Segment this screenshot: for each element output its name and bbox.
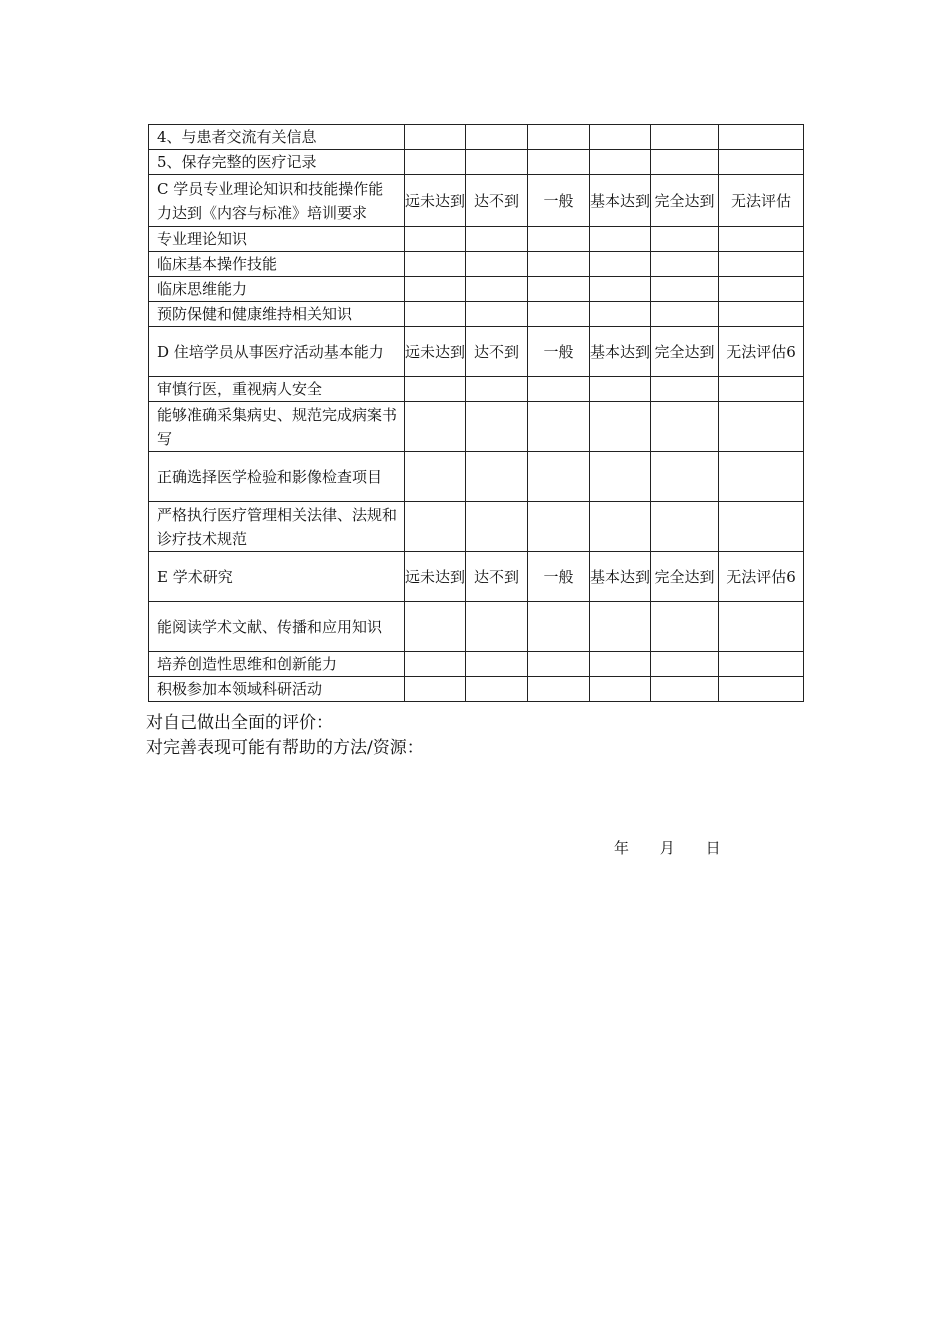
section-title: C 学员专业理论知识和技能操作能力达到《内容与标准》培训要求	[149, 175, 405, 227]
rating-cell[interactable]	[466, 652, 528, 677]
table-row	[149, 502, 804, 552]
rating-option-header: 无法评估6	[719, 552, 804, 602]
rating-option-header: 无法评估	[719, 175, 804, 227]
rating-cell[interactable]	[590, 602, 651, 652]
criterion-label: 严格执行医疗管理相关法律、法规和诊疗技术规范	[149, 502, 405, 552]
rating-cell[interactable]	[590, 277, 651, 302]
table-row	[149, 227, 804, 252]
criterion-label: 5、保存完整的医疗记录	[149, 150, 405, 175]
rating-cell[interactable]	[719, 277, 804, 302]
rating-option-header: 一般	[528, 175, 590, 227]
rating-cell[interactable]	[528, 677, 590, 702]
rating-cell[interactable]	[590, 150, 651, 175]
rating-cell[interactable]	[590, 502, 651, 552]
rating-cell[interactable]	[466, 602, 528, 652]
table-row	[149, 302, 804, 327]
rating-option-header: 基本达到	[590, 327, 651, 377]
rating-cell[interactable]	[651, 652, 719, 677]
table-row	[149, 602, 804, 652]
rating-cell[interactable]	[719, 252, 804, 277]
rating-cell[interactable]	[719, 502, 804, 552]
criterion-label: 正确选择医学检验和影像检查项目	[149, 452, 405, 502]
rating-cell[interactable]	[405, 302, 466, 327]
rating-cell[interactable]	[466, 125, 528, 150]
rating-cell[interactable]	[528, 377, 590, 402]
table-row	[149, 125, 804, 150]
date-month: 月	[659, 839, 675, 857]
date-day: 日	[705, 839, 721, 857]
rating-cell[interactable]	[590, 652, 651, 677]
rating-cell[interactable]	[466, 150, 528, 175]
rating-cell[interactable]	[528, 125, 590, 150]
rating-cell[interactable]	[405, 150, 466, 175]
rating-option-header: 达不到	[466, 327, 528, 377]
rating-cell[interactable]	[405, 602, 466, 652]
rating-cell[interactable]	[466, 502, 528, 552]
section-header-row	[149, 327, 804, 377]
rating-cell[interactable]	[651, 402, 719, 452]
rating-option-header: 达不到	[466, 552, 528, 602]
rating-cell[interactable]	[405, 402, 466, 452]
rating-cell[interactable]	[719, 125, 804, 150]
rating-cell[interactable]	[528, 652, 590, 677]
rating-option-header: 远未达到	[405, 175, 466, 227]
date-line	[614, 837, 735, 858]
rating-cell[interactable]	[405, 377, 466, 402]
rating-cell[interactable]	[651, 150, 719, 175]
table-row	[149, 277, 804, 302]
rating-cell[interactable]	[719, 602, 804, 652]
rating-option-header: 完全达到	[651, 175, 719, 227]
rating-option-header: 一般	[528, 552, 590, 602]
rating-cell[interactable]	[651, 277, 719, 302]
rating-option-header: 基本达到	[590, 175, 651, 227]
rating-cell[interactable]	[466, 277, 528, 302]
date-year: 年	[614, 839, 630, 857]
rating-cell[interactable]	[590, 377, 651, 402]
criterion-label: 能够准确采集病史、规范完成病案书写	[149, 402, 405, 452]
improvement-resources-label: 对完善表现可能有帮助的方法/资源：	[146, 738, 424, 758]
rating-cell[interactable]	[528, 252, 590, 277]
table-row	[149, 377, 804, 402]
rating-cell[interactable]	[405, 652, 466, 677]
rating-cell[interactable]	[719, 452, 804, 502]
rating-cell[interactable]	[466, 377, 528, 402]
criterion-label: 4、与患者交流有关信息	[149, 125, 405, 150]
rating-cell[interactable]	[405, 277, 466, 302]
rating-cell[interactable]	[405, 252, 466, 277]
criterion-label: 临床思维能力	[149, 277, 405, 302]
rating-cell[interactable]	[651, 252, 719, 277]
rating-cell[interactable]	[466, 302, 528, 327]
rating-option-header: 一般	[528, 327, 590, 377]
rating-option-header: 远未达到	[405, 327, 466, 377]
rating-option-header: 无法评估6	[719, 327, 804, 377]
criterion-label: 临床基本操作技能	[149, 252, 405, 277]
criterion-label: 能阅读学术文献、传播和应用知识	[149, 602, 405, 652]
rating-cell[interactable]	[466, 677, 528, 702]
rating-cell[interactable]	[405, 677, 466, 702]
evaluation-table	[148, 124, 804, 702]
rating-cell[interactable]	[719, 150, 804, 175]
section-header-row	[149, 175, 804, 227]
table-row	[149, 652, 804, 677]
rating-cell[interactable]	[651, 125, 719, 150]
rating-cell[interactable]	[719, 377, 804, 402]
rating-cell[interactable]	[651, 502, 719, 552]
table-row	[149, 402, 804, 452]
rating-cell[interactable]	[590, 302, 651, 327]
rating-option-header: 达不到	[466, 175, 528, 227]
rating-cell[interactable]	[651, 302, 719, 327]
rating-cell[interactable]	[466, 227, 528, 252]
rating-cell[interactable]	[651, 677, 719, 702]
rating-option-header: 完全达到	[651, 552, 719, 602]
rating-cell[interactable]	[528, 277, 590, 302]
rating-cell[interactable]	[405, 452, 466, 502]
rating-cell[interactable]	[528, 302, 590, 327]
table-row	[149, 150, 804, 175]
rating-cell[interactable]	[528, 402, 590, 452]
criterion-label: 审慎行医，重视病人安全	[149, 377, 405, 402]
rating-cell[interactable]	[466, 452, 528, 502]
rating-cell[interactable]	[651, 602, 719, 652]
rating-cell[interactable]	[590, 402, 651, 452]
rating-cell[interactable]	[528, 452, 590, 502]
rating-option-header: 完全达到	[651, 327, 719, 377]
rating-cell[interactable]	[466, 402, 528, 452]
rating-cell[interactable]	[719, 652, 804, 677]
rating-cell[interactable]	[528, 227, 590, 252]
criterion-label: 培养创造性思维和创新能力	[149, 652, 405, 677]
rating-cell[interactable]	[590, 677, 651, 702]
rating-cell[interactable]	[719, 402, 804, 452]
rating-option-header: 远未达到	[405, 552, 466, 602]
table-row	[149, 452, 804, 502]
rating-cell[interactable]	[466, 252, 528, 277]
evaluation-table-body	[149, 125, 804, 702]
rating-cell[interactable]	[590, 227, 651, 252]
self-evaluation-label: 对自己做出全面的评价：	[146, 713, 333, 733]
rating-cell[interactable]	[590, 452, 651, 502]
rating-cell[interactable]	[405, 502, 466, 552]
rating-cell[interactable]	[719, 677, 804, 702]
rating-cell[interactable]	[590, 252, 651, 277]
rating-cell[interactable]	[405, 227, 466, 252]
table-row	[149, 252, 804, 277]
section-title: E 学术研究	[149, 552, 405, 602]
rating-cell[interactable]	[405, 125, 466, 150]
section-header-row	[149, 552, 804, 602]
rating-cell[interactable]	[528, 150, 590, 175]
section-title: D 住培学员从事医疗活动基本能力	[149, 327, 405, 377]
rating-cell[interactable]	[651, 377, 719, 402]
criterion-label: 专业理论知识	[149, 227, 405, 252]
rating-cell[interactable]	[719, 302, 804, 327]
criterion-label: 预防保健和健康维持相关知识	[149, 302, 405, 327]
table-row	[149, 677, 804, 702]
criterion-label: 积极参加本领域科研活动	[149, 677, 405, 702]
rating-cell[interactable]	[651, 227, 719, 252]
rating-cell[interactable]	[528, 602, 590, 652]
rating-cell[interactable]	[528, 502, 590, 552]
rating-cell[interactable]	[590, 125, 651, 150]
rating-option-header: 基本达到	[590, 552, 651, 602]
rating-cell[interactable]	[651, 452, 719, 502]
rating-cell[interactable]	[719, 227, 804, 252]
